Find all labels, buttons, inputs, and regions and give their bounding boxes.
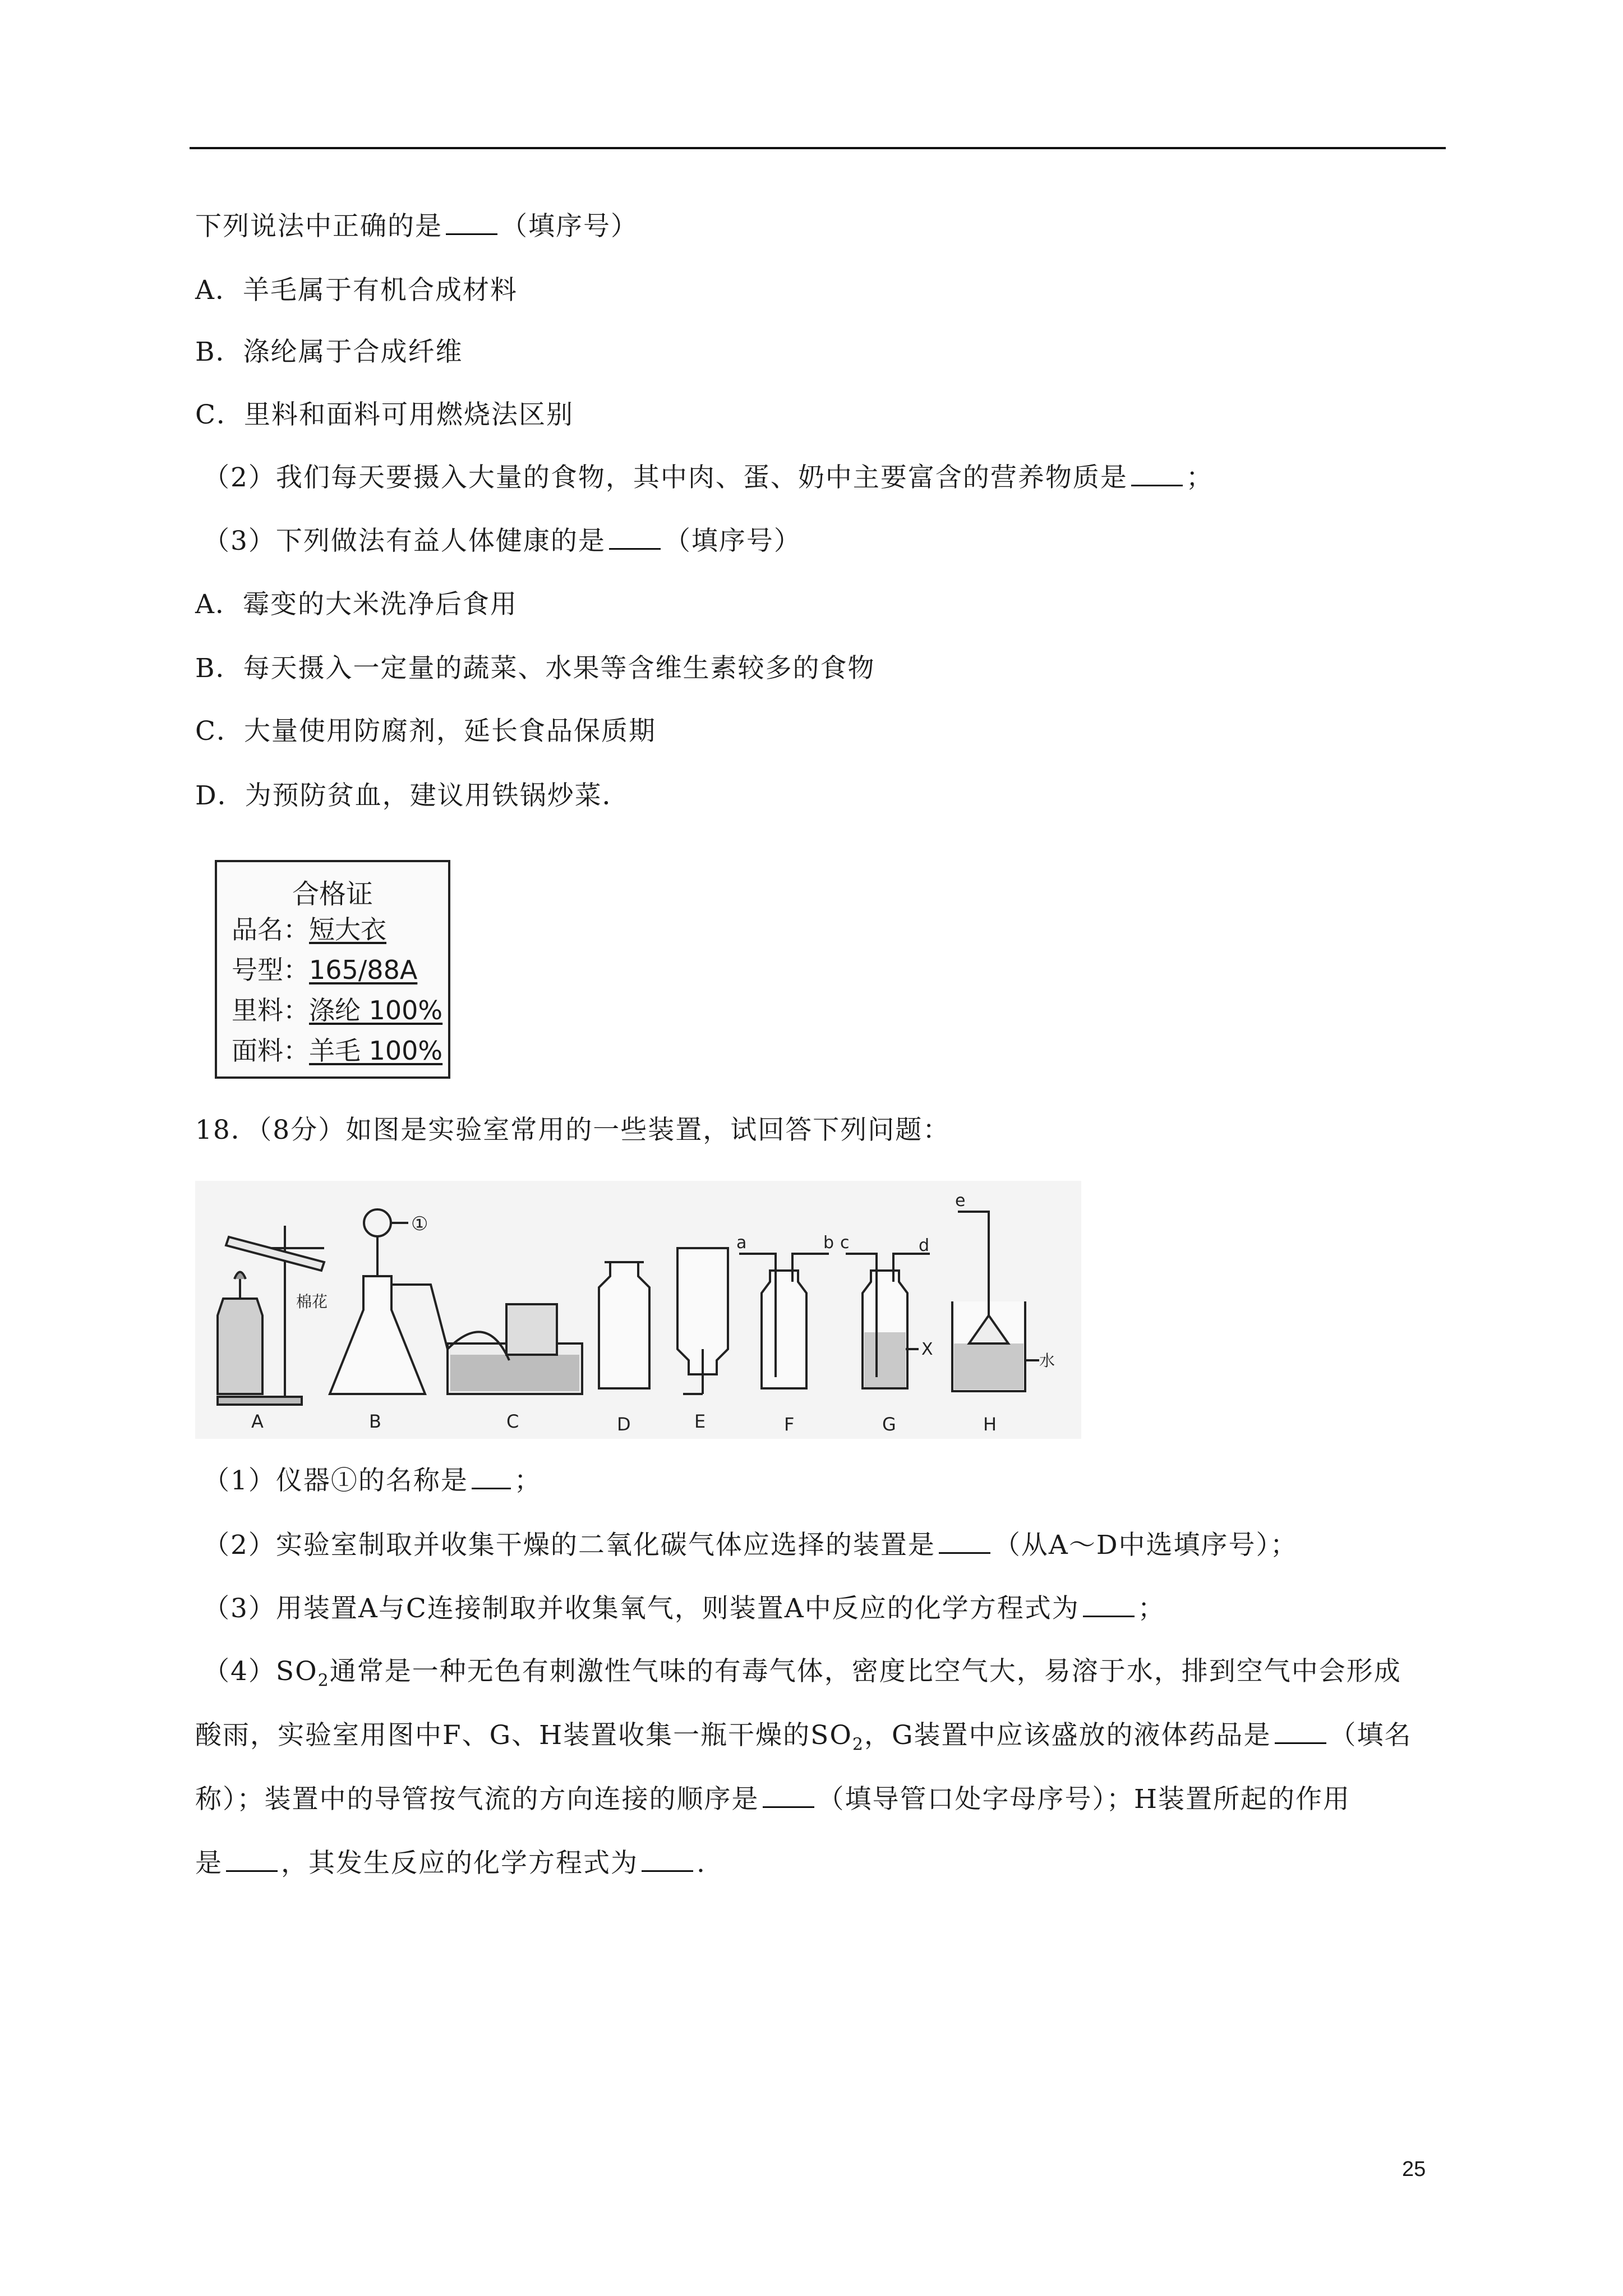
option-a-3: A．霉变的大米洗净后食用 xyxy=(195,589,518,620)
question-2: （2）我们每天要摄入大量的食物，其中肉、蛋、奶中主要富含的营养物质是 ； xyxy=(203,462,1214,493)
label-a: a xyxy=(736,1233,747,1253)
page-number: 25 xyxy=(1402,2157,1426,2181)
option-c-3: C．大量使用防腐剂，延长食品保质期 xyxy=(195,716,656,747)
sub-question-2: （2）实验室制取并收集干燥的二氧化碳气体应选择的装置是 （从A～D中选填序号）； xyxy=(203,1530,1298,1561)
sub-question-4-cont: 酸雨，实验室用图中F、G、H装置收集一瓶干燥的$SO_2$，G装置中应该盛放的液体药品是 （填名 xyxy=(195,1720,1412,1755)
figure-label: A xyxy=(251,1411,264,1432)
certificate-row: 面料：羊毛 100% xyxy=(232,1036,443,1066)
apparatus-d xyxy=(599,1262,649,1388)
answer-blank[interactable] xyxy=(226,1848,278,1872)
option-b-3: B．每天摄入一定量的蔬菜、水果等含维生素较多的食物 xyxy=(195,653,875,684)
answer-blank[interactable] xyxy=(939,1530,990,1554)
question-3: （3）下列做法有益人体健康的是 （填序号） xyxy=(203,526,801,556)
question-line: 下列说法中正确的是 （填序号） xyxy=(195,211,638,242)
answer-blank[interactable] xyxy=(642,1848,693,1872)
sub-question-4-cont: 是 ，其发生反应的化学方程式为 . xyxy=(195,1848,706,1879)
label-d: d xyxy=(919,1236,930,1255)
label-x: X xyxy=(921,1340,933,1359)
sub-question-3: （3）用装置A与C连接制取并收集氧气，则装置A中反应的化学方程式为 ； xyxy=(203,1593,1165,1624)
label-c: c xyxy=(840,1233,850,1253)
answer-blank[interactable] xyxy=(446,211,497,235)
sub-question-4-cont: 称）；装置中的导管按气流的方向连接的顺序是 （填导管口处字母序号）；H装置所起的作用 xyxy=(195,1784,1350,1815)
cotton-label: 棉花 xyxy=(296,1292,328,1311)
answer-blank[interactable] xyxy=(763,1784,814,1808)
option-a: A．羊毛属于有机合成材料 xyxy=(195,275,518,306)
label-e: e xyxy=(955,1191,966,1211)
option-b: B．涤纶属于合成纤维 xyxy=(195,337,463,367)
answer-blank[interactable] xyxy=(472,1465,511,1489)
label-b: b xyxy=(823,1233,834,1253)
certificate-row: 品名：短大衣 xyxy=(232,914,386,945)
question-18: 18．（8分）如图是实验室常用的一些装置，试回答下列问题： xyxy=(195,1115,951,1145)
answer-blank[interactable] xyxy=(609,526,661,550)
option-d-3: D．为预防贫血，建议用铁锅炒菜． xyxy=(195,780,630,811)
figure-label: D xyxy=(617,1414,631,1435)
certificate-label xyxy=(215,860,450,1079)
figure-label: C xyxy=(506,1411,519,1432)
figure-label: H xyxy=(983,1414,997,1435)
answer-blank[interactable] xyxy=(1131,462,1183,486)
answer-blank[interactable] xyxy=(1275,1720,1326,1744)
answer-blank[interactable] xyxy=(1083,1593,1135,1617)
label-water: 水 xyxy=(1039,1351,1055,1370)
figure-label: E xyxy=(694,1411,706,1432)
circle-1-label: ① xyxy=(411,1213,428,1235)
lab-apparatus-figure xyxy=(195,1181,1081,1439)
sub-question-4: $(4)SO_2$通常是一种无色有刺激性气味的有毒气体，密度比空气大，易溶于水，排到空气中会形成 xyxy=(203,1656,1401,1691)
certificate-row: 里料：涤纶 100% xyxy=(232,995,443,1025)
sub-question-1: （1）仪器①的名称是 ； xyxy=(203,1465,542,1496)
figure-label: G xyxy=(882,1414,896,1435)
header-rule xyxy=(190,147,1446,149)
option-c: C．里料和面料可用燃烧法区别 xyxy=(195,399,574,430)
certificate-row: 号型：165/88A xyxy=(232,955,418,985)
certificate-title: 合格证 xyxy=(292,878,373,910)
figure-label: F xyxy=(784,1414,795,1435)
figure-label: B xyxy=(369,1411,381,1432)
